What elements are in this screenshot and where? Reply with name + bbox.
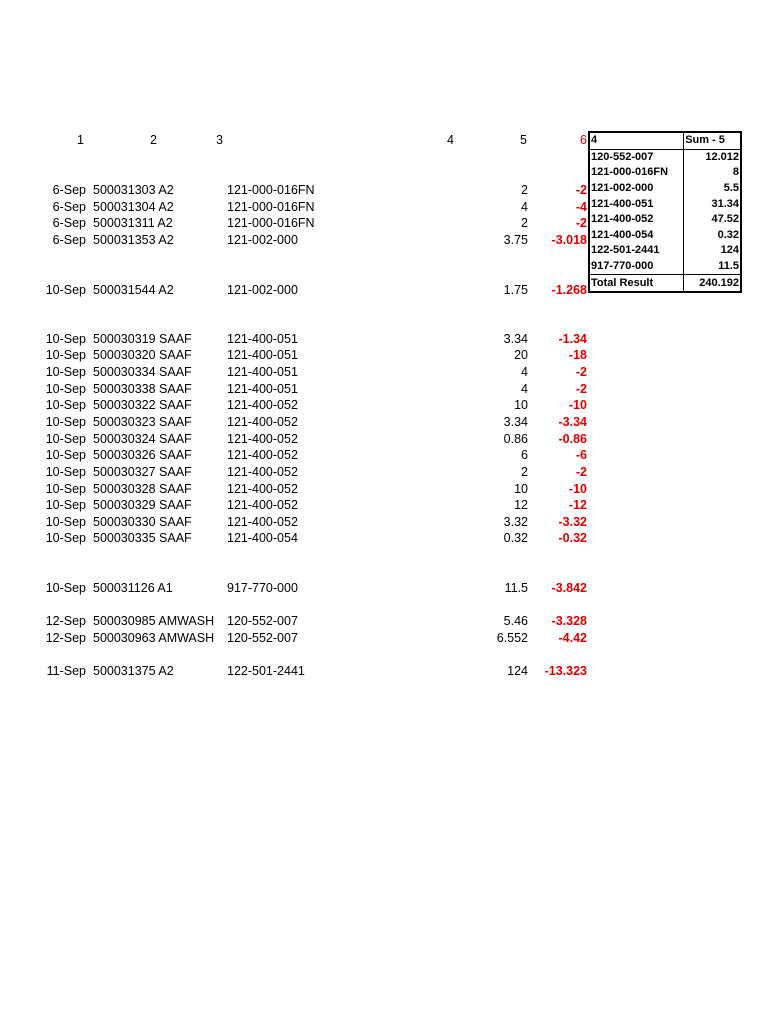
pivot-value: 5.5 (684, 181, 741, 197)
pivot-key: 917-770-000 (589, 259, 684, 275)
pivot-row (589, 212, 741, 228)
row-negative-value: -4.42 (558, 631, 587, 645)
row-negative-value: -3.32 (558, 515, 587, 529)
row-date: 12-Sep (45, 614, 86, 628)
row-quantity: 2 (521, 216, 528, 230)
row-negative-value: -2 (575, 465, 587, 479)
row-date: 10-Sep (45, 465, 86, 479)
row-part-number: 121-400-052 (227, 415, 298, 429)
row-negative-value: -2 (575, 183, 587, 197)
row-document: 500030327 SAAF (93, 465, 192, 479)
row-date: 6-Sep (52, 200, 86, 214)
pivot-total-row (589, 275, 741, 292)
pivot-key: 121-400-051 (589, 196, 684, 212)
row-document: 500030985 AMWASH (93, 614, 215, 628)
row-negative-value: -18 (568, 348, 587, 362)
pivot-table (588, 131, 742, 293)
pivot-value: 31.34 (684, 196, 741, 212)
row-quantity: 4 (521, 365, 528, 379)
row-part-number: 120-552-007 (227, 631, 298, 645)
row-part-number: 121-002-000 (227, 283, 298, 297)
row-part-number: 121-400-052 (227, 465, 298, 479)
row-negative-value: -12 (568, 498, 587, 512)
row-document: 500030323 SAAF (93, 415, 192, 429)
row-quantity: 10 (514, 482, 528, 496)
row-negative-value: -10 (568, 398, 587, 412)
row-document: 500030330 SAAF (93, 515, 192, 529)
row-document: 500030324 SAAF (93, 432, 192, 446)
row-part-number: 121-400-052 (227, 398, 298, 412)
row-negative-value: -2 (575, 365, 587, 379)
row-quantity: 20 (514, 348, 528, 362)
row-quantity: 12 (514, 498, 528, 512)
row-quantity: 124 (507, 664, 528, 678)
row-date: 10-Sep (45, 498, 86, 512)
row-negative-value: -10 (568, 482, 587, 496)
row-date: 10-Sep (45, 415, 86, 429)
row-quantity: 2 (521, 465, 528, 479)
row-negative-value: -3.842 (551, 581, 587, 595)
row-date: 10-Sep (45, 398, 86, 412)
row-negative-value: -3.34 (558, 415, 587, 429)
row-date: 11-Sep (46, 664, 86, 678)
row-document: 500031304 A2 (93, 200, 174, 214)
row-negative-value: -2 (575, 216, 587, 230)
row-part-number: 121-400-052 (227, 482, 298, 496)
pivot-header-row (589, 132, 741, 149)
row-document: 500030319 SAAF (93, 332, 192, 346)
header-col-5: 5 (520, 133, 527, 147)
row-quantity: 6 (521, 448, 528, 462)
row-quantity: 10 (514, 398, 528, 412)
row-document: 500031544 A2 (93, 283, 174, 297)
row-date: 10-Sep (45, 581, 86, 595)
pivot-value: 124 (684, 243, 741, 259)
header-col-1: 1 (77, 133, 84, 147)
row-part-number: 121-400-052 (227, 515, 298, 529)
row-part-number: 122-501-2441 (227, 664, 305, 678)
row-date: 6-Sep (52, 233, 86, 247)
row-document: 500030320 SAAF (93, 348, 192, 362)
row-part-number: 121-400-051 (227, 332, 298, 346)
row-part-number: 121-400-052 (227, 498, 298, 512)
pivot-row (589, 149, 741, 165)
row-part-number: 121-400-051 (227, 365, 298, 379)
row-date: 6-Sep (52, 183, 86, 197)
row-quantity: 3.75 (503, 233, 528, 247)
pivot-total-value: 240.192 (684, 275, 741, 292)
row-document: 500030322 SAAF (93, 398, 192, 412)
pivot-row (589, 228, 741, 244)
pivot-value: 47.52 (684, 212, 741, 228)
row-date: 10-Sep (45, 482, 86, 496)
row-document: 500030334 SAAF (93, 365, 192, 379)
pivot-key: 121-400-054 (589, 228, 684, 244)
row-quantity: 5.46 (503, 614, 528, 628)
row-quantity: 6.552 (496, 631, 528, 645)
row-part-number: 121-002-000 (227, 233, 298, 247)
row-date: 10-Sep (45, 382, 86, 396)
pivot-header-value: Sum - 5 (684, 132, 741, 149)
row-document: 500031311 A2 (93, 216, 173, 230)
row-part-number: 121-400-051 (227, 382, 298, 396)
pivot-row (589, 243, 741, 259)
row-negative-value: -13.323 (544, 664, 587, 678)
row-part-number: 121-400-052 (227, 432, 298, 446)
row-date: 10-Sep (45, 531, 86, 545)
row-document: 500030328 SAAF (93, 482, 192, 496)
row-quantity: 2 (521, 183, 528, 197)
row-document: 500031353 A2 (93, 233, 174, 247)
pivot-key: 121-000-016FN (589, 165, 684, 181)
row-document: 500031375 A2 (93, 664, 174, 678)
row-quantity: 4 (521, 382, 528, 396)
row-date: 10-Sep (45, 448, 86, 462)
row-date: 10-Sep (45, 515, 86, 529)
row-date: 10-Sep (45, 332, 86, 346)
pivot-row (589, 181, 741, 197)
row-part-number: 121-000-016FN (227, 200, 315, 214)
pivot-key: 122-501-2441 (589, 243, 684, 259)
row-negative-value: -2 (575, 382, 587, 396)
row-document: 500030326 SAAF (93, 448, 192, 462)
header-col-2: 2 (150, 133, 157, 147)
row-negative-value: -4 (575, 200, 587, 214)
row-part-number: 120-552-007 (227, 614, 298, 628)
row-negative-value: -6 (575, 448, 587, 462)
row-part-number: 121-400-052 (227, 448, 298, 462)
row-quantity: 3.34 (503, 415, 528, 429)
row-quantity: 3.32 (503, 515, 528, 529)
pivot-value: 8 (684, 165, 741, 181)
row-quantity: 11.5 (504, 581, 528, 595)
row-part-number: 121-400-054 (227, 531, 298, 545)
pivot-row (589, 196, 741, 212)
row-date: 12-Sep (45, 631, 86, 645)
pivot-total-label: Total Result (589, 275, 684, 292)
row-document: 500030338 SAAF (93, 382, 192, 396)
row-document: 500031126 A1 (93, 581, 173, 595)
header-col-3: 3 (216, 133, 223, 147)
header-col-6: 6 (580, 133, 587, 147)
row-negative-value: -0.32 (558, 531, 587, 545)
pivot-header-key: 4 (589, 132, 684, 149)
row-date: 10-Sep (45, 283, 86, 297)
pivot-row (589, 165, 741, 181)
row-date: 6-Sep (52, 216, 86, 230)
row-quantity: 3.34 (503, 332, 528, 346)
row-negative-value: -1.34 (558, 332, 587, 346)
row-quantity: 0.32 (503, 531, 528, 545)
row-negative-value: -3.328 (551, 614, 587, 628)
pivot-value: 0.32 (684, 228, 741, 244)
pivot-key: 120-552-007 (589, 149, 684, 165)
row-date: 10-Sep (45, 365, 86, 379)
pivot-value: 11.5 (684, 259, 741, 275)
row-part-number: 121-000-016FN (227, 216, 315, 230)
row-quantity: 0.86 (503, 432, 528, 446)
row-document: 500031303 A2 (93, 183, 174, 197)
row-quantity: 4 (521, 200, 528, 214)
header-col-4: 4 (447, 133, 454, 147)
row-negative-value: -1.268 (551, 283, 587, 297)
row-document: 500030963 AMWASH (93, 631, 215, 645)
row-document: 500030335 SAAF (93, 531, 192, 545)
row-date: 10-Sep (45, 432, 86, 446)
pivot-key: 121-400-052 (589, 212, 684, 228)
row-document: 500030329 SAAF (93, 498, 192, 512)
row-quantity: 1.75 (503, 283, 528, 297)
row-part-number: 121-400-051 (227, 348, 298, 362)
pivot-row (589, 259, 741, 275)
row-part-number: 121-000-016FN (227, 183, 315, 197)
pivot-key: 121-002-000 (589, 181, 684, 197)
row-negative-value: -0.86 (558, 432, 587, 446)
row-part-number: 917-770-000 (227, 581, 298, 595)
pivot-value: 12.012 (684, 149, 741, 165)
row-negative-value: -3.018 (551, 233, 587, 247)
row-date: 10-Sep (45, 348, 86, 362)
